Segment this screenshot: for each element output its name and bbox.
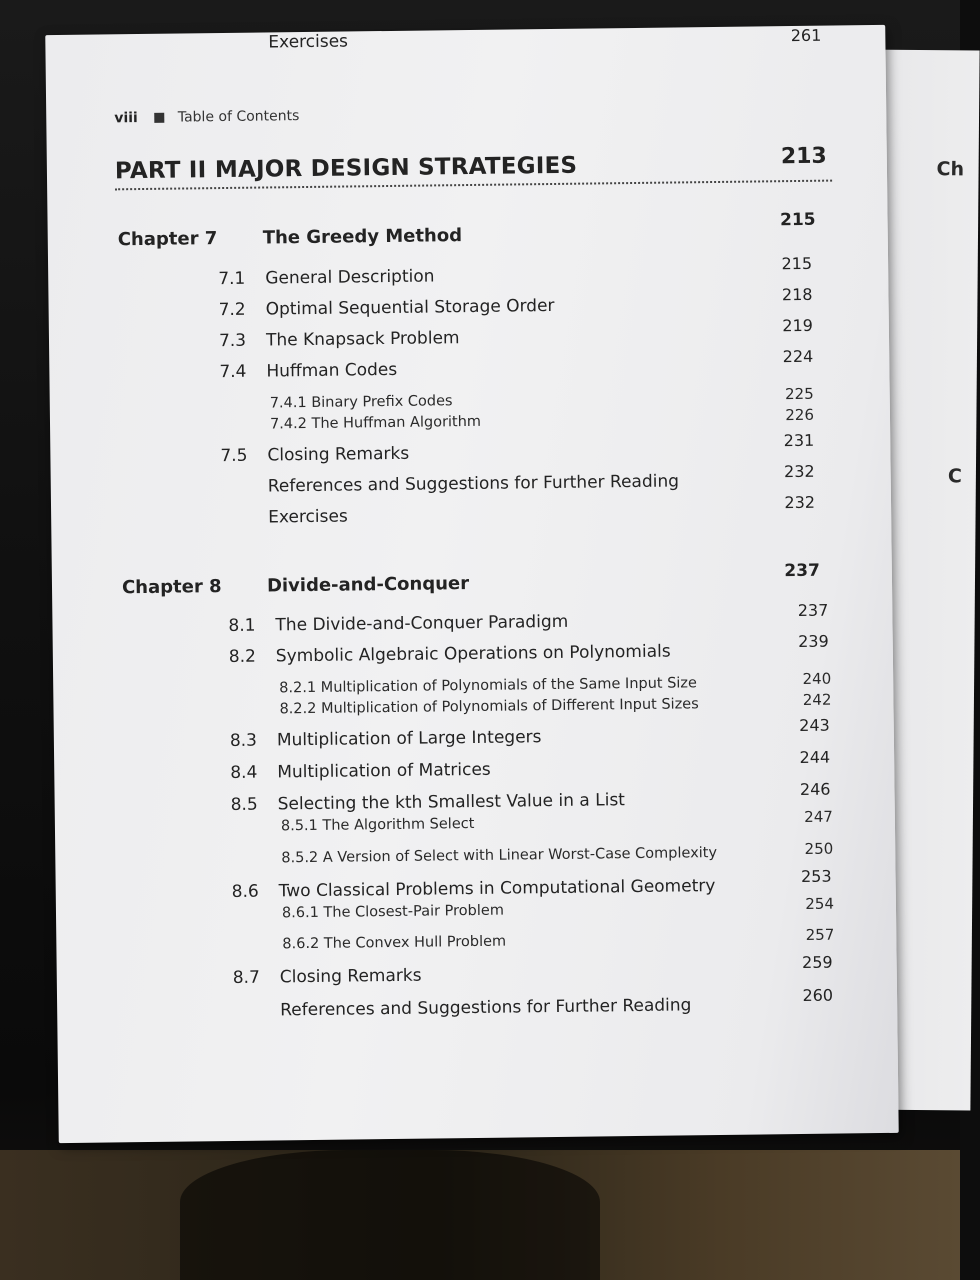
section-number: 8.7: [232, 967, 260, 988]
section-number: 8.6: [231, 881, 259, 902]
section-number: 7.4: [219, 361, 247, 383]
section-title: Closing Remarks: [267, 443, 410, 466]
section-page-number: 215: [781, 253, 813, 274]
subsection-page-number: 247: [804, 807, 833, 826]
section-title: Closing Remarks: [279, 965, 422, 988]
subsection-title: 8.5.2 A Version of Select with Linear Worst-Case Complexity: [281, 845, 718, 867]
photographer-shadow: [180, 1150, 600, 1280]
subsection-page-number: 250: [804, 839, 834, 858]
toc-page: [45, 25, 898, 1143]
section-title: Two Classical Problems in Computational Geometry: [278, 876, 716, 902]
section-number: 7.3: [218, 330, 247, 352]
part-page-number: 213: [780, 143, 827, 170]
section-number: 7.1: [218, 268, 246, 290]
section-title: Optimal Sequential Storage Order: [265, 295, 555, 320]
section-title: Multiplication of Matrices: [277, 759, 491, 783]
section-page-number: 243: [799, 715, 830, 736]
section-number: 8.4: [230, 762, 258, 783]
backmatter-title: Exercises: [268, 31, 349, 53]
page-number: viii: [114, 110, 138, 127]
section-page-number: 231: [783, 430, 815, 451]
chapter-page-number: 237: [784, 560, 820, 582]
subsection-title: 8.6.2 The Convex Hull Problem: [282, 933, 507, 953]
subsection-page-number: 254: [805, 894, 835, 913]
chapter-page-number: 215: [779, 209, 816, 231]
backmatter-title: Exercises: [268, 506, 348, 528]
section-page-number: 218: [781, 284, 813, 305]
section-number: 8.5: [230, 794, 258, 815]
running-head: [114, 108, 299, 126]
section-title: Huffman Codes: [266, 359, 398, 382]
section-number: 7.5: [220, 445, 248, 467]
section-page-number: 232: [784, 492, 816, 513]
part-title: MAJOR DESIGN STRATEGIES: [214, 152, 578, 184]
subsection-page-number: 225: [784, 384, 814, 404]
section-number: 8.1: [228, 615, 256, 636]
section-title: Symbolic Algebraic Operations on Polynomials: [275, 641, 671, 667]
section-number: 8.2: [228, 646, 257, 667]
running-head-title: Table of Contents: [177, 108, 300, 126]
facing-page-fragment: C: [947, 465, 962, 488]
subsection-title: 8.5.1 The Algorithm Select: [280, 815, 475, 835]
section-title: General Description: [265, 266, 435, 289]
subsection-title: 7.4.1 Binary Prefix Codes: [269, 393, 453, 412]
backmatter-title: References and Suggestions for Further Reading: [267, 471, 680, 497]
chapter-title: Divide-and-Conquer: [266, 573, 470, 597]
section-page-number: 237: [797, 600, 829, 621]
chapter-title: The Greedy Method: [262, 225, 463, 249]
subsection-title: 7.4.2 The Huffman Algorithm: [269, 413, 482, 433]
facing-page-fragment: Ch: [936, 158, 965, 181]
chapter-label: Chapter 7: [117, 228, 218, 251]
section-page-number: 219: [782, 315, 813, 336]
section-page-number: 246: [799, 779, 831, 800]
section-number: 8.3: [229, 730, 258, 751]
part-heading: [115, 153, 578, 185]
section-title: The Knapsack Problem: [265, 328, 460, 351]
subsection-page-number: 240: [802, 669, 832, 688]
subsection-page-number: 226: [785, 405, 815, 425]
section-page-number: 261: [790, 25, 822, 46]
subsection-page-number: 257: [805, 925, 835, 944]
subsection-title: 8.2.1 Multiplication of Polynomials of the Same Input Size: [279, 675, 698, 697]
backmatter-title: References and Suggestions for Further Reading: [280, 995, 692, 1021]
section-page-number: 260: [802, 985, 834, 1005]
chapter-label: Chapter 8: [121, 576, 222, 599]
section-page-number: 244: [799, 747, 831, 768]
subsection-title: 8.2.2 Multiplication of Polynomials of Different Input Sizes: [279, 696, 699, 718]
section-page-number: 232: [783, 461, 815, 482]
section-page-number: 239: [798, 631, 829, 652]
section-title: Selecting the kth Smallest Value in a List: [277, 790, 626, 815]
section-page-number: 259: [801, 952, 833, 972]
section-title: Multiplication of Large Integers: [276, 727, 542, 751]
square-bullet-icon: [154, 113, 164, 123]
subsection-page-number: 242: [802, 690, 832, 709]
section-page-number: 253: [800, 866, 832, 887]
section-number: 7.2: [218, 299, 246, 321]
subsection-title: 8.6.1 The Closest-Pair Problem: [281, 902, 505, 922]
section-page-number: 224: [782, 346, 814, 367]
section-title: The Divide-and-Conquer Paradigm: [275, 611, 569, 636]
part-label: PART II: [114, 157, 207, 185]
